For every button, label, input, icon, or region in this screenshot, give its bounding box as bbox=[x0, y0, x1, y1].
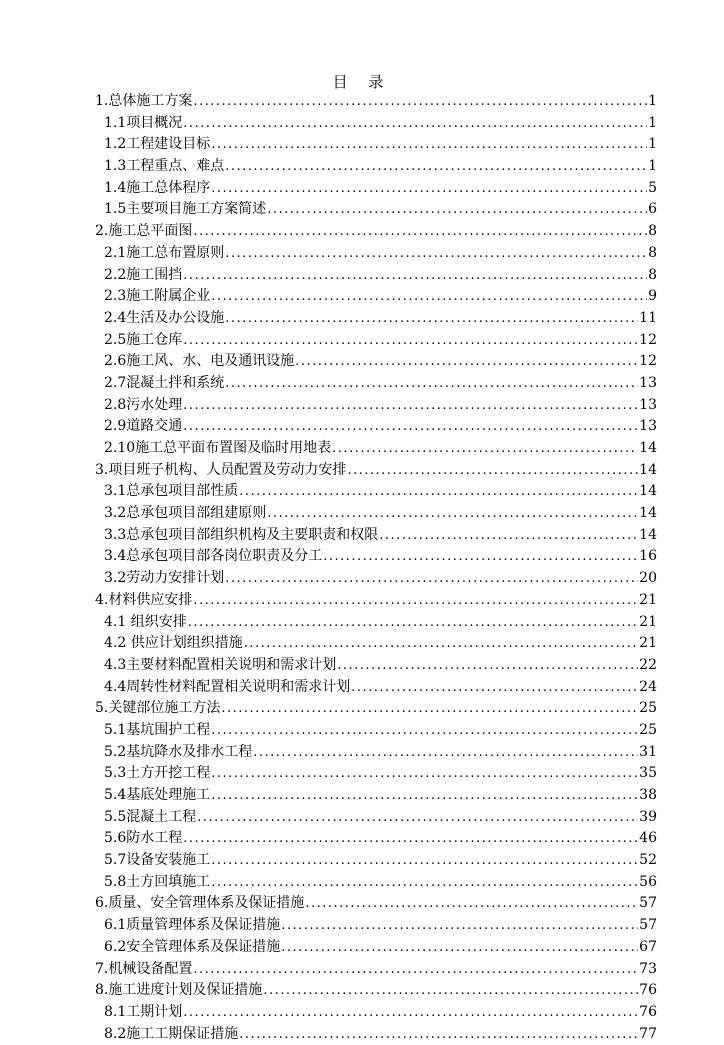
toc-entry-page-number: 22 bbox=[639, 656, 657, 673]
toc-entry-page-number: 8 bbox=[648, 244, 657, 261]
toc-entry-page-number: 1 bbox=[648, 93, 657, 109]
toc-entry-label: 7.机械设备配置 bbox=[95, 959, 193, 981]
toc-entry-page-number: 1 bbox=[648, 136, 657, 153]
toc-entry-label: 5.4基底处理施工 bbox=[104, 785, 211, 807]
toc-entry-page-number: 46 bbox=[639, 830, 657, 847]
toc-entry[interactable] bbox=[95, 351, 657, 373]
toc-entry-label: 5.1基坑围护工程 bbox=[104, 720, 211, 742]
toc-dot-leader bbox=[193, 959, 638, 981]
toc-entry-page-number: 21 bbox=[639, 635, 657, 652]
toc-dot-leader bbox=[281, 915, 638, 937]
toc-entry[interactable] bbox=[95, 178, 657, 200]
toc-entry[interactable] bbox=[95, 1024, 657, 1045]
toc-entry[interactable] bbox=[95, 633, 657, 655]
toc-entry[interactable] bbox=[95, 1002, 657, 1024]
toc-dot-leader bbox=[253, 742, 638, 764]
toc-dot-leader bbox=[225, 243, 647, 265]
toc-entry-page-number: 25 bbox=[639, 721, 657, 738]
toc-entry-page-number: 13 bbox=[639, 374, 657, 391]
toc-entry-page-number: 38 bbox=[639, 787, 657, 803]
toc-entry-page-number: 5 bbox=[648, 179, 657, 196]
toc-dot-leader bbox=[225, 568, 638, 590]
toc-dot-leader bbox=[351, 677, 638, 699]
toc-dot-leader bbox=[244, 633, 638, 655]
toc-entry-page-number: 16 bbox=[639, 548, 657, 565]
toc-entry-page-number: 20 bbox=[639, 570, 657, 587]
toc-entry[interactable] bbox=[95, 893, 657, 915]
toc-entry-page-number: 13 bbox=[639, 418, 657, 435]
toc-entry-page-number: 76 bbox=[639, 982, 657, 999]
toc-entry-page-number: 21 bbox=[639, 591, 657, 608]
toc-dot-leader bbox=[267, 199, 647, 221]
toc-entry-label: 2.10施工总平面布置图及临时用地表 bbox=[104, 438, 332, 460]
toc-entry-label: 8.2施工工期保证措施 bbox=[104, 1024, 239, 1045]
toc-entry-page-number: 11 bbox=[639, 309, 657, 326]
toc-dot-leader bbox=[267, 503, 638, 525]
toc-entry-label: 4.2 供应计划组织措施 bbox=[104, 633, 244, 655]
toc-dot-leader bbox=[183, 113, 647, 135]
toc-entry[interactable] bbox=[95, 438, 657, 460]
toc-entry-page-number: 67 bbox=[639, 938, 657, 955]
toc-entry[interactable] bbox=[95, 503, 657, 525]
toc-entry-page-number: 77 bbox=[639, 1025, 657, 1042]
toc-entry-page-number: 31 bbox=[639, 743, 657, 760]
toc-dot-leader bbox=[193, 590, 638, 612]
toc-entry-page-number: 25 bbox=[639, 700, 657, 717]
toc-entry-label: 4.4周转性材料配置相关说明和需求计划 bbox=[104, 677, 351, 699]
toc-entry-label: 6.2安全管理体系及保证措施 bbox=[104, 937, 281, 959]
toc-entry[interactable] bbox=[95, 525, 657, 547]
toc-list bbox=[95, 91, 657, 1045]
toc-entry[interactable] bbox=[95, 221, 657, 243]
toc-entry-label: 2.施工总平面图 bbox=[95, 221, 193, 243]
toc-entry-page-number: 12 bbox=[639, 331, 657, 348]
toc-entry[interactable] bbox=[95, 850, 657, 872]
toc-dot-leader bbox=[332, 438, 638, 460]
toc-dot-leader bbox=[211, 178, 647, 200]
toc-entry[interactable] bbox=[95, 915, 657, 937]
toc-dot-leader bbox=[183, 330, 638, 352]
toc-entry-page-number: 14 bbox=[639, 505, 657, 522]
toc-dot-leader bbox=[211, 763, 638, 785]
toc-dot-leader bbox=[211, 850, 638, 872]
toc-entry[interactable] bbox=[95, 612, 657, 634]
toc-entry-page-number: 1 bbox=[648, 158, 657, 175]
toc-entry-page-number: 76 bbox=[639, 1003, 657, 1020]
toc-entry-label: 4.1 组织安排 bbox=[104, 612, 188, 634]
toc-entry-label: 2.5施工仓库 bbox=[104, 330, 183, 352]
toc-entry[interactable] bbox=[95, 330, 657, 352]
toc-entry-label: 2.3施工附属企业 bbox=[104, 286, 211, 308]
toc-entry-label: 3.3总承包项目部组织机构及主要职责和权限 bbox=[104, 525, 379, 547]
toc-entry[interactable] bbox=[95, 481, 657, 503]
toc-entry-label: 8.施工进度计划及保证措施 bbox=[95, 980, 263, 1002]
toc-entry-label: 4.3主要材料配置相关说明和需求计划 bbox=[104, 655, 337, 677]
toc-entry-page-number: 21 bbox=[639, 613, 657, 630]
toc-entry-label: 5.6防水工程 bbox=[104, 828, 183, 850]
toc-entry-label: 5.8土方回填施工 bbox=[104, 872, 211, 894]
toc-entry-label: 1.3工程重点、难点 bbox=[104, 156, 225, 178]
toc-entry-page-number: 52 bbox=[639, 852, 657, 869]
toc-entry[interactable] bbox=[95, 655, 657, 677]
toc-entry-label: 5.3土方开挖工程 bbox=[104, 763, 211, 785]
toc-entry[interactable] bbox=[95, 937, 657, 959]
toc-entry[interactable] bbox=[95, 980, 657, 1002]
toc-entry-label: 4.材料供应安排 bbox=[95, 590, 193, 612]
toc-entry[interactable] bbox=[95, 460, 657, 482]
toc-entry-label: 5.2基坑降水及排水工程 bbox=[104, 742, 253, 764]
toc-entry-page-number: 9 bbox=[648, 288, 657, 305]
toc-entry-label: 2.2施工围挡 bbox=[104, 265, 183, 287]
toc-entry[interactable] bbox=[95, 828, 657, 850]
toc-entry-page-number: 57 bbox=[639, 895, 657, 912]
toc-dot-leader bbox=[183, 1002, 638, 1024]
toc-dot-leader bbox=[221, 698, 638, 720]
toc-dot-leader bbox=[263, 980, 638, 1002]
toc-dot-leader bbox=[295, 351, 638, 373]
toc-entry-page-number: 39 bbox=[639, 808, 657, 825]
toc-entry[interactable] bbox=[95, 785, 657, 807]
toc-dot-leader bbox=[305, 893, 638, 915]
toc-entry-page-number: 8 bbox=[648, 266, 657, 283]
toc-dot-leader bbox=[225, 308, 638, 330]
toc-entry-label: 1.总体施工方案 bbox=[95, 91, 193, 113]
toc-entry[interactable] bbox=[95, 113, 657, 135]
toc-entry-page-number: 12 bbox=[639, 353, 657, 370]
toc-dot-leader bbox=[211, 134, 647, 156]
toc-dot-leader bbox=[211, 872, 638, 894]
toc-dot-leader bbox=[211, 785, 638, 807]
toc-entry[interactable] bbox=[95, 265, 657, 287]
toc-entry[interactable] bbox=[95, 395, 657, 417]
toc-entry[interactable] bbox=[95, 286, 657, 308]
toc-dot-leader bbox=[193, 221, 647, 243]
toc-entry-label: 3.项目班子机构、人员配置及劳动力安排 bbox=[95, 460, 347, 482]
toc-entry-page-number: 24 bbox=[639, 678, 657, 695]
toc-entry[interactable] bbox=[95, 243, 657, 265]
toc-entry[interactable] bbox=[95, 91, 657, 113]
toc-entry-page-number: 14 bbox=[639, 461, 657, 478]
toc-entry-label: 5.关键部位施工方法 bbox=[95, 698, 221, 720]
toc-entry-label: 2.8污水处理 bbox=[104, 395, 183, 417]
toc-entry-label: 1.5主要项目施工方案简述 bbox=[104, 199, 267, 221]
toc-entry[interactable] bbox=[95, 134, 657, 156]
toc-entry[interactable] bbox=[95, 568, 657, 590]
toc-dot-leader bbox=[197, 807, 638, 829]
toc-dot-leader bbox=[183, 395, 638, 417]
toc-entry-page-number: 13 bbox=[639, 396, 657, 413]
toc-dot-leader bbox=[183, 828, 638, 850]
toc-entry-label: 3.4总承包项目部各岗位职责及分工 bbox=[104, 546, 323, 568]
toc-entry[interactable] bbox=[95, 807, 657, 829]
toc-dot-leader bbox=[188, 612, 638, 634]
toc-entry-label: 1.2工程建设目标 bbox=[104, 134, 211, 156]
toc-entry[interactable] bbox=[95, 199, 657, 221]
toc-entry[interactable] bbox=[95, 959, 657, 981]
toc-entry-page-number: 57 bbox=[639, 917, 657, 934]
toc-entry[interactable] bbox=[95, 308, 657, 330]
toc-entry[interactable] bbox=[95, 373, 657, 395]
toc-entry[interactable] bbox=[95, 590, 657, 612]
toc-entry-page-number: 73 bbox=[639, 960, 657, 977]
toc-title: 目 录 bbox=[332, 73, 392, 91]
toc-entry-label: 6.1质量管理体系及保证措施 bbox=[104, 915, 281, 937]
toc-entry-page-number: 35 bbox=[639, 765, 657, 782]
toc-entry-label: 2.4生活及办公设施 bbox=[104, 308, 225, 330]
toc-entry-page-number: 1 bbox=[648, 114, 657, 131]
toc-dot-leader bbox=[183, 416, 638, 438]
toc-dot-leader bbox=[379, 525, 638, 547]
toc-dot-leader bbox=[337, 655, 638, 677]
toc-entry-label: 1.4施工总体程序 bbox=[104, 178, 211, 200]
toc-dot-leader bbox=[211, 286, 647, 308]
toc-dot-leader bbox=[211, 720, 638, 742]
toc-entry-label: 5.7设备安装施工 bbox=[104, 850, 211, 872]
toc-entry-page-number: 6 bbox=[648, 201, 657, 218]
toc-dot-leader bbox=[239, 1024, 638, 1045]
toc-entry[interactable] bbox=[95, 416, 657, 438]
toc-entry-label: 5.5混凝土工程 bbox=[104, 807, 197, 829]
toc-entry[interactable] bbox=[95, 156, 657, 178]
toc-entry[interactable] bbox=[95, 742, 657, 764]
toc-entry[interactable] bbox=[95, 698, 657, 720]
toc-entry[interactable] bbox=[95, 720, 657, 742]
toc-dot-leader bbox=[193, 91, 647, 113]
toc-dot-leader bbox=[323, 546, 638, 568]
toc-entry[interactable] bbox=[95, 872, 657, 894]
toc-entry-page-number: 8 bbox=[648, 223, 657, 240]
toc-entry-label: 2.6施工风、水、电及通讯设施 bbox=[104, 351, 295, 373]
toc-entry-page-number: 14 bbox=[639, 440, 657, 456]
toc-entry-label: 2.9道路交通 bbox=[104, 416, 183, 438]
toc-entry-label: 1.1项目概况 bbox=[104, 113, 183, 135]
toc-entry[interactable] bbox=[95, 546, 657, 568]
toc-entry-label: 6.质量、安全管理体系及保证措施 bbox=[95, 893, 305, 915]
toc-dot-leader bbox=[281, 937, 638, 959]
toc-dot-leader bbox=[225, 373, 638, 395]
toc-entry-label: 2.7混凝土拌和系统 bbox=[104, 373, 225, 395]
toc-entry-label: 2.1施工总布置原则 bbox=[104, 243, 225, 265]
toc-dot-leader bbox=[239, 481, 638, 503]
toc-entry[interactable] bbox=[95, 763, 657, 785]
toc-entry-label: 3.2劳动力安排计划 bbox=[104, 568, 225, 590]
toc-dot-leader bbox=[183, 265, 647, 287]
toc-entry-page-number: 56 bbox=[639, 873, 657, 890]
toc-entry-label: 3.1总承包项目部性质 bbox=[104, 481, 239, 503]
toc-entry-label: 3.2总承包项目部组建原则 bbox=[104, 503, 267, 525]
toc-dot-leader bbox=[225, 156, 647, 178]
toc-entry-page-number: 14 bbox=[639, 483, 657, 500]
toc-entry-page-number: 14 bbox=[639, 526, 657, 543]
toc-entry[interactable] bbox=[95, 677, 657, 699]
toc-dot-leader bbox=[347, 460, 638, 482]
toc-entry-label: 8.1工期计划 bbox=[104, 1002, 183, 1024]
